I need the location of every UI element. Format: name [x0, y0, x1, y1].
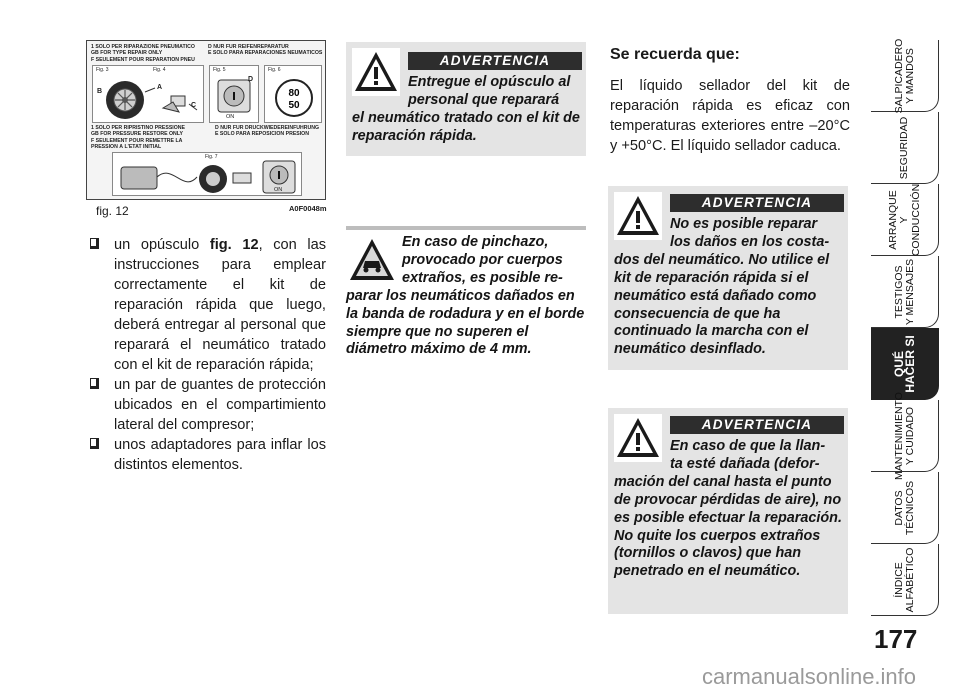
panel-label: Fig. 7	[205, 154, 218, 160]
tab-que-hacer-si[interactable]	[871, 328, 939, 400]
list-item-text-part: , con las instrucciones para emplear correctamente el kit de reparación rápida que luego, deberá entregar al personal que reparará el neumático tratado con el kit de reparación rápida;	[114, 237, 326, 373]
tab-label: Y CUIDADO	[904, 406, 916, 466]
figure-header-line: D NUR FÜR DRUCKWIEDEREINFÜHRUNG	[215, 125, 320, 131]
figure-header-top-right	[208, 44, 324, 57]
figure-12	[86, 40, 326, 200]
warning-line: mación del canal hasta el punto de provocar pérdidas de aire), no es posible efectuar la reparación. No quite los cuerpos extraños (tornillos o clavos) que han penetrado en el neumático.	[614, 473, 842, 580]
tab-label: MANTENIMIENTO	[892, 392, 905, 480]
tab-label: ALFABÉTICO	[904, 547, 916, 613]
figure-panel-3-4	[92, 65, 204, 123]
remember-body: El líquido sellador del kit de reparación rápida es eficaz con temperaturas exteriores entre –20°C y +50°C. El líquido sellador caduca.	[610, 78, 850, 154]
figure-panel-7	[112, 152, 302, 196]
warning-line: En caso de que la llan-	[670, 438, 826, 454]
tab-label: TÉCNICOS	[904, 480, 916, 536]
warning-label: ADVERTENCIA	[670, 194, 844, 212]
figure-header-line: PRESSION À L'ÉTAT INITIAL	[91, 144, 162, 151]
tab-testigos[interactable]	[871, 256, 939, 328]
list-item	[86, 435, 326, 475]
figure-panel-6	[264, 65, 322, 123]
warning-line: Entregue el opúsculo al	[408, 74, 571, 90]
tab-label: Y MANDOS	[904, 48, 916, 104]
divider	[346, 226, 586, 230]
tab-label: SEGURIDAD	[898, 116, 911, 180]
warning-text-1	[352, 74, 584, 146]
panel-label: Fig. 3	[96, 67, 109, 73]
letter-c: C	[191, 102, 197, 109]
page-number: 177	[874, 624, 918, 654]
warning-line: extraños, es posible re-	[402, 269, 563, 286]
figure-header-mid-right	[215, 125, 325, 138]
tab-label: ARRANQUE	[886, 190, 899, 250]
figure-header-line: GB FOR TYPE REPAIR ONLY	[91, 50, 163, 57]
tab-label: Y MENSAJES	[904, 258, 916, 326]
figure-header-line: D NUR FÜR REIFENREPARATUR	[208, 44, 289, 50]
bullet-box-icon	[90, 378, 99, 389]
figure-reference: fig. 12	[209, 237, 259, 253]
tab-label: SALPICADERO	[892, 38, 905, 114]
tab-label: QUÉ	[891, 351, 906, 378]
list-item	[86, 375, 326, 435]
tab-arranque[interactable]	[871, 184, 939, 256]
list-item-text: unos adaptadores para inflar los distintos elementos.	[114, 437, 326, 473]
figure-header-line: F SEULEMENT POUR RÉPARATION PNEU	[91, 56, 195, 63]
tab-label: HACER SI	[903, 335, 917, 393]
bullet-box-icon	[90, 438, 99, 449]
warning-text-3	[614, 216, 846, 359]
figure-panel-5	[209, 65, 259, 123]
panel-label: Fig. 4	[153, 67, 166, 73]
remember-title: Se recuerda que:	[610, 46, 740, 63]
warning-line: ta esté dañada (defor-	[670, 455, 820, 472]
warning-line: personal que reparará	[408, 91, 560, 108]
bullet-list	[86, 235, 326, 475]
panel-label: Fig. 5	[213, 67, 226, 73]
bullet-box-icon	[90, 238, 99, 249]
warning-line: el neumático tratado con el kit de reparación rápida.	[352, 109, 580, 144]
figure-header-top-left	[91, 44, 209, 63]
tab-salpicadero[interactable]	[871, 40, 939, 112]
on-label: ON	[226, 114, 235, 120]
warning-line: En caso de pinchazo,	[402, 234, 549, 250]
figure-header-line: E SÓLO PARA REPOSICIÓN PRESIÓN	[215, 131, 309, 138]
letter-b: B	[97, 88, 103, 95]
svg-text:80: 80	[288, 88, 300, 99]
tab-label: ÍNDICE	[892, 562, 905, 598]
warning-label: ADVERTENCIA	[670, 416, 844, 434]
figure-header-line: 1 SOLO PER RIPRISTINO PRESSIONE	[91, 125, 185, 131]
figure-header-mid-left	[91, 125, 209, 151]
warning-line: parar los neumáticos dañados en la banda de rodadura y en el borde siempre que no superen el diámetro máximo de 4 mm.	[346, 287, 585, 358]
watermark: carmanualsonline.info	[702, 664, 917, 689]
list-item-text-part: un opúsculo	[114, 237, 210, 253]
tab-label: Y CONDUCCIÓN	[898, 183, 922, 257]
tab-datos-tecnicos[interactable]	[871, 472, 939, 544]
tab-mantenimiento[interactable]	[871, 392, 939, 480]
warning-box-1	[346, 42, 586, 156]
figure-caption: fig. 12	[96, 204, 129, 218]
gauge-illustration	[210, 66, 260, 124]
list-item	[86, 235, 326, 375]
warning-box-2	[346, 232, 586, 382]
tab-label: TESTIGOS	[892, 265, 905, 319]
on-label: ON	[274, 187, 283, 193]
figure-code: A0F0048m	[289, 204, 327, 213]
tab-seguridad[interactable]	[871, 112, 939, 184]
speed-limit-illustration	[265, 66, 323, 124]
letter-a: A	[157, 84, 163, 91]
figure-header-line: E SÓLO PARA REPARACIONES NEUMÁTICOS	[208, 50, 323, 57]
figure-header-line: F SEULEMENT POUR REMETTRE LA	[91, 137, 183, 144]
svg-text:50: 50	[288, 100, 300, 111]
warning-label: ADVERTENCIA	[408, 52, 582, 70]
warning-line: No es posible reparar	[670, 216, 818, 232]
chapter-tabs	[871, 40, 939, 616]
tab-label: DATOS	[892, 490, 905, 526]
warning-box-3	[608, 186, 848, 370]
list-item-text: un par de guantes de protección ubicados en el compartimiento lateral del compresor;	[114, 377, 326, 433]
warning-line: dos del neumático. No utilice el kit de reparación rápida si el neumático está dañado como consecuencia de que ha continuado la marcha con el neumático desinflado.	[614, 251, 830, 358]
tire-illustration	[93, 66, 205, 124]
warning-line: los daños en los costa-	[670, 233, 830, 250]
warning-line: provocado por cuerpos	[402, 251, 563, 268]
warning-text-2	[346, 234, 586, 359]
figure-header-line: 1 SOLO PER RIPARAZIONE PNEUMATICO	[91, 44, 195, 50]
letter-d: D	[248, 76, 254, 83]
list-item-text	[114, 235, 326, 375]
tab-indice[interactable]	[871, 544, 939, 616]
panel-label: Fig. 6	[268, 67, 281, 73]
warning-box-4	[608, 408, 848, 614]
figure-header-line: GB FOR PRESSURE RESTORE ONLY	[91, 131, 183, 138]
warning-text-4	[614, 438, 846, 581]
